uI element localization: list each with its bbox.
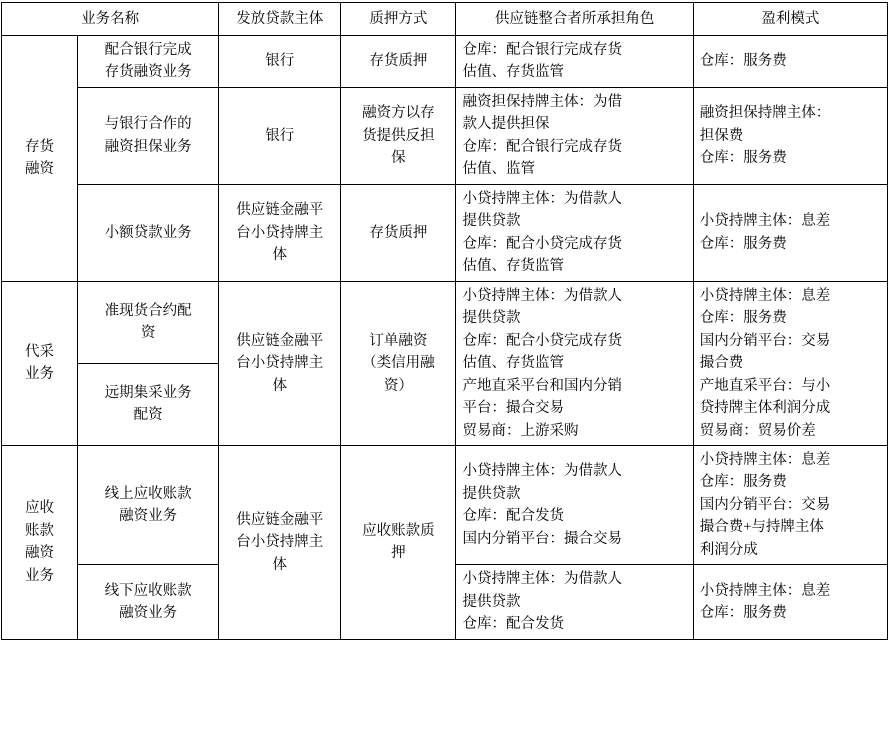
business-name-cell: 远期集采业务 配资 — [78, 363, 219, 445]
role-line: 小贷持牌主体：为借款人 — [462, 463, 622, 480]
role-cell — [456, 87, 693, 184]
pledge-cell: 存货质押 — [341, 184, 456, 281]
profit-cell — [693, 445, 887, 564]
role-line: 产地直采平台和国内分销 — [462, 377, 622, 394]
pledge-cell: 存货质押 — [341, 36, 456, 88]
role-line: 仓库：配合小贷完成存货 — [462, 235, 622, 252]
profit-line: 小贷持牌主体：息差 — [699, 287, 831, 304]
profit-line: 担保费 — [699, 127, 744, 144]
profit-line: 仓库：服务费 — [699, 310, 787, 327]
business-name-cell: 线上应收账款 融资业务 — [78, 445, 219, 564]
business-name-cell: 准现货合约配 资 — [78, 281, 219, 363]
profit-cell — [693, 36, 887, 88]
table-header — [2, 3, 888, 36]
role-cell — [456, 36, 693, 88]
header-pledge: 质押方式 — [341, 3, 456, 36]
profit-line: 利润分成 — [699, 541, 758, 558]
role-line: 小贷持牌主体：为借款人 — [462, 287, 622, 304]
document-page — [0, 2, 889, 731]
role-line: 仓库：配合发货 — [462, 616, 564, 633]
role-line: 提供贷款 — [462, 310, 521, 327]
profit-line: 小贷持牌主体：息差 — [699, 451, 831, 468]
profit-line: 仓库：服务费 — [699, 605, 787, 622]
header-role: 供应链整合者所承担角色 — [456, 3, 693, 36]
business-name-cell: 配合银行完成 存货融资业务 — [78, 36, 219, 88]
profit-line: 贷持牌主体利润分成 — [699, 400, 831, 417]
table-row — [2, 36, 888, 88]
business-name-cell: 小额贷款业务 — [78, 184, 219, 281]
header-business-name: 业务名称 — [2, 3, 219, 36]
table-header-row — [2, 3, 888, 36]
business-models-table — [1, 2, 888, 640]
profit-cell — [693, 184, 887, 281]
role-line: 仓库：配合发货 — [462, 508, 564, 525]
role-line: 仓库：配合银行完成存货 — [462, 138, 622, 155]
header-profit: 盈利模式 — [693, 3, 887, 36]
role-line: 小贷持牌主体：为借款人 — [462, 190, 622, 207]
role-line: 估值、存货监管 — [462, 64, 564, 81]
group-label-inventory-finance: 存货 融资 — [2, 36, 78, 282]
pledge-cell: 应收账款质 押 — [341, 445, 456, 639]
profit-line: 国内分销平台：交易 — [699, 332, 831, 349]
profit-line: 仓库：服务费 — [699, 150, 787, 167]
role-cell — [456, 184, 693, 281]
pledge-cell: 融资方以存 货提供反担 保 — [341, 87, 456, 184]
profit-line: 撮合费+与持牌主体 — [699, 519, 824, 536]
group-label-procurement-agency: 代采 业务 — [2, 281, 78, 445]
table-body — [2, 36, 888, 640]
profit-line: 撮合费 — [699, 355, 744, 372]
role-line: 国内分销平台：撮合交易 — [462, 530, 622, 547]
profit-line: 国内分销平台：交易 — [699, 496, 831, 513]
role-line: 仓库：配合小贷完成存货 — [462, 332, 622, 349]
profit-line: 仓库：服务费 — [699, 53, 787, 70]
profit-line: 融资担保持牌主体： — [699, 105, 831, 122]
role-line: 小贷持牌主体：为借款人 — [462, 571, 622, 588]
role-cell — [456, 565, 693, 639]
role-line: 提供贷款 — [462, 593, 521, 610]
role-line: 贸易商：上游采购 — [462, 422, 579, 439]
role-line: 款人提供担保 — [462, 116, 550, 133]
lender-cell: 银行 — [219, 87, 341, 184]
profit-cell — [693, 281, 887, 445]
role-line: 估值、监管 — [462, 161, 535, 178]
table-row — [2, 281, 888, 363]
profit-line: 仓库：服务费 — [699, 474, 787, 491]
table-row — [2, 87, 888, 184]
role-line: 融资担保持牌主体：为借 — [462, 93, 622, 110]
pledge-cell: 订单融资 （类信用融 资） — [341, 281, 456, 445]
profit-line: 贸易商：贸易价差 — [699, 422, 816, 439]
lender-cell: 银行 — [219, 36, 341, 88]
role-line: 估值、存货监管 — [462, 355, 564, 372]
lender-cell: 供应链金融平 台小贷持牌主 体 — [219, 184, 341, 281]
profit-line: 产地直采平台：与小 — [699, 377, 831, 394]
profit-line: 仓库：服务费 — [699, 235, 787, 252]
group-label-receivables-finance: 应收 账款 融资 业务 — [2, 445, 78, 639]
business-name-cell: 线下应收账款 融资业务 — [78, 565, 219, 639]
role-line: 提供贷款 — [462, 213, 521, 230]
role-line: 平台：撮合交易 — [462, 400, 564, 417]
header-lender: 发放贷款主体 — [219, 3, 341, 36]
lender-cell: 供应链金融平 台小贷持牌主 体 — [219, 445, 341, 639]
profit-line: 小贷持牌主体：息差 — [699, 582, 831, 599]
table-row — [2, 445, 888, 564]
role-cell — [456, 445, 693, 564]
table-row — [2, 184, 888, 281]
business-name-cell: 与银行合作的 融资担保业务 — [78, 87, 219, 184]
role-cell — [456, 281, 693, 445]
profit-cell — [693, 565, 887, 639]
lender-cell: 供应链金融平 台小贷持牌主 体 — [219, 281, 341, 445]
role-line: 估值、存货监管 — [462, 258, 564, 275]
profit-line: 小贷持牌主体：息差 — [699, 213, 831, 230]
role-line: 仓库：配合银行完成存货 — [462, 42, 622, 58]
role-line: 提供贷款 — [462, 485, 521, 502]
profit-cell — [693, 87, 887, 184]
